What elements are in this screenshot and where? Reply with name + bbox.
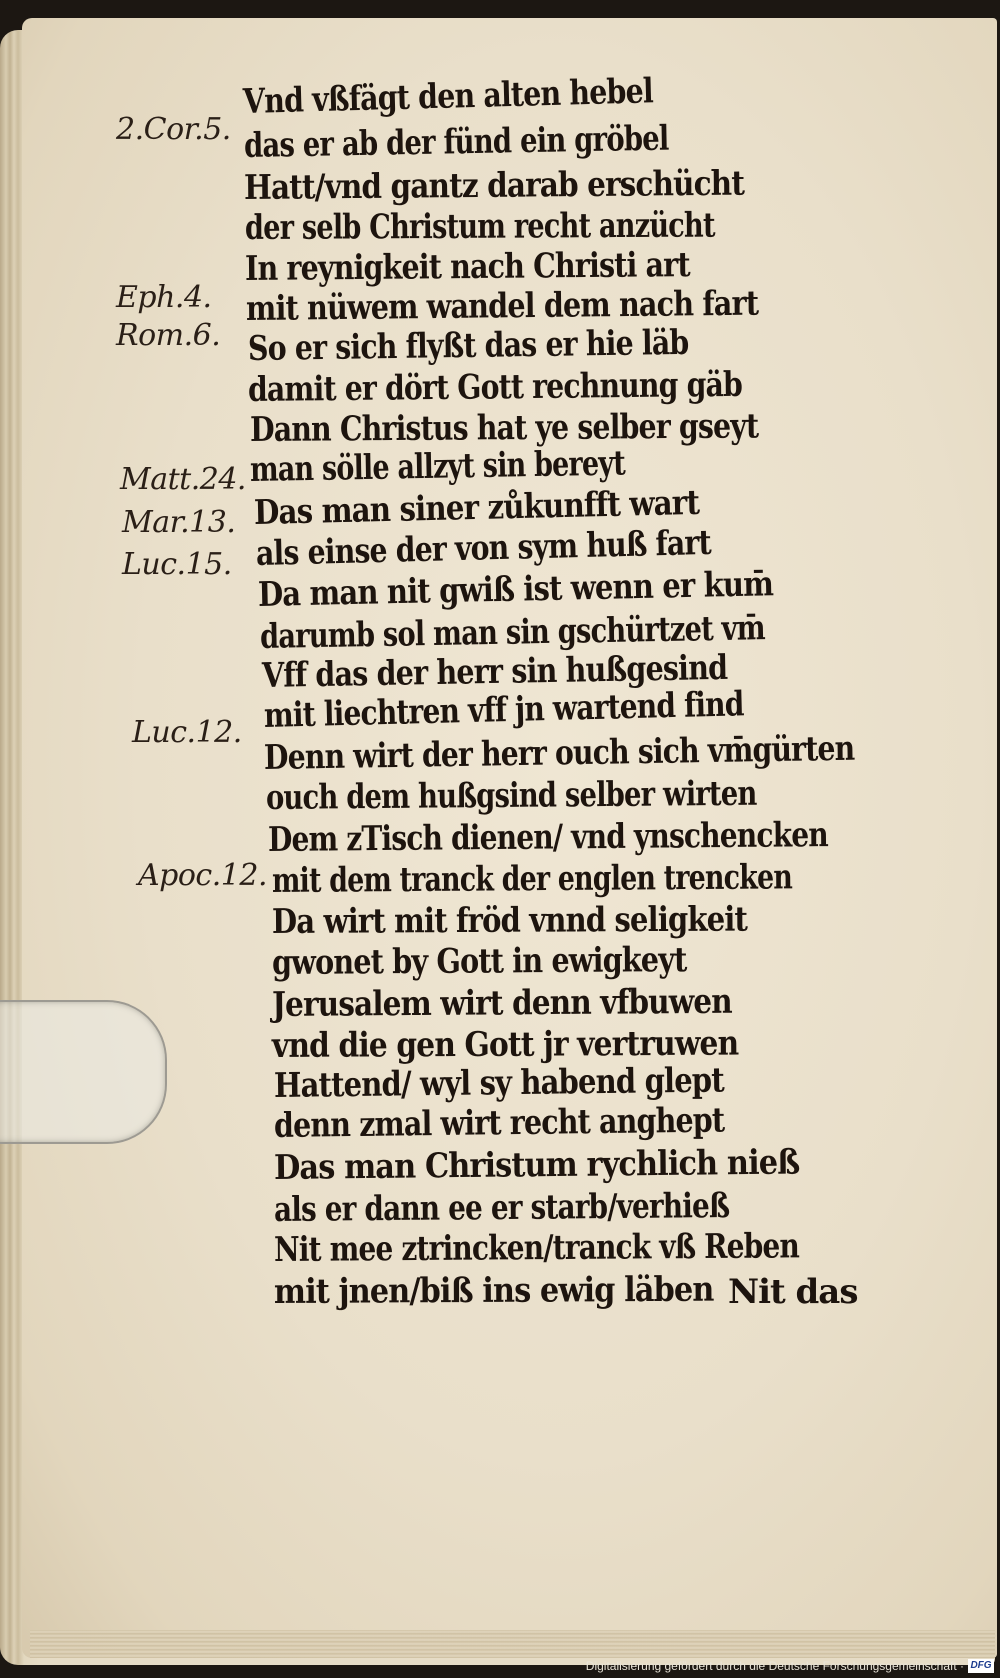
verse-line: Da wirt mit fröd vnnd seligkeit	[271, 899, 748, 942]
verse-line: man sölle allzyt sin bereyt	[249, 443, 626, 490]
verse-line: Hattend/ wyl sy habend glept	[273, 1060, 725, 1106]
bookmark-clip	[0, 1000, 167, 1144]
verse-line: denn zmal wirt recht anghept	[273, 1100, 725, 1146]
margin-reference: Apoc.12.	[138, 858, 267, 893]
verse-line: Da man nit gwiß ist wenn er kum̄	[257, 564, 774, 615]
margin-reference: Eph.4.	[116, 280, 212, 315]
verse-line: In reynigkeit nach Christi art	[244, 245, 690, 289]
verse-line: vnd die gen Gott jr vertruwen	[271, 1023, 739, 1066]
verse-line: gwonet by Gott in ewigkeyt	[271, 940, 687, 983]
margin-reference: Luc.12.	[132, 715, 242, 750]
verse-line: Vff das der herr sin hußgesind	[261, 647, 728, 696]
margin-reference: Matt.24.	[120, 462, 246, 497]
margin-reference: 2.Cor.5.	[116, 112, 231, 147]
verse-line: darumb sol man sin gschürtzet vm̄	[259, 608, 766, 657]
verse-line: Denn wirt der herr ouch sich vm̄gürten	[263, 728, 855, 778]
dfg-logo: DFG	[968, 1659, 994, 1673]
verse-line: Vnd vßfägt den alten hebel	[242, 71, 654, 122]
verse-line: der selb Christum recht anzücht	[244, 205, 715, 248]
verse-line: Dem zTisch dienen/ vnd ynschencken	[267, 815, 828, 860]
verse-line: Jerusalem wirt denn vfbuwen	[271, 981, 732, 1025]
verse-line: ouch dem hußgsind selber wirten	[265, 773, 757, 818]
margin-reference: Luc.15.	[122, 547, 232, 582]
verse-line: Nit mee ztrincken/tranck vß Reben	[273, 1226, 800, 1270]
footer-credit: Digitalisierung gefördert durch die Deutsche Forschungsgemeinschaft ·	[585, 1659, 964, 1673]
verse-line: Hatt/vnd gantz darab erschücht	[243, 163, 745, 208]
page-bottom-edges	[30, 1630, 995, 1658]
margin-reference: Mar.13.	[122, 505, 236, 540]
verse-line: Dann Christus hat ye selber gseyt	[249, 406, 759, 450]
verse-line: mit jnen/biß ins ewig läben	[273, 1269, 714, 1312]
verse-line: So er sich flyßt das er hie läb	[247, 322, 689, 369]
verse-line: mit dem tranck der englen trencken	[271, 857, 793, 901]
verse-line: als er dann ee er starb/verhieß	[273, 1186, 730, 1230]
verse-line: das er ab der fünd ein gröbel	[243, 118, 669, 166]
margin-reference: Rom.6.	[116, 318, 221, 353]
verse-line: mit nüwem wandel dem nach fart	[245, 283, 759, 329]
verse-line: als einse der von sym huß fart	[255, 522, 712, 574]
verse-line: Das man Christum rychlich nieß	[273, 1142, 800, 1188]
verse-line: Das man siner zůkunfft wart	[253, 482, 700, 533]
catchword: Nit das	[728, 1272, 858, 1312]
verse-line: damit er dört Gott rechnung gäb	[247, 364, 743, 410]
verse-line: mit liechtren vff jn wartend find	[263, 684, 745, 736]
